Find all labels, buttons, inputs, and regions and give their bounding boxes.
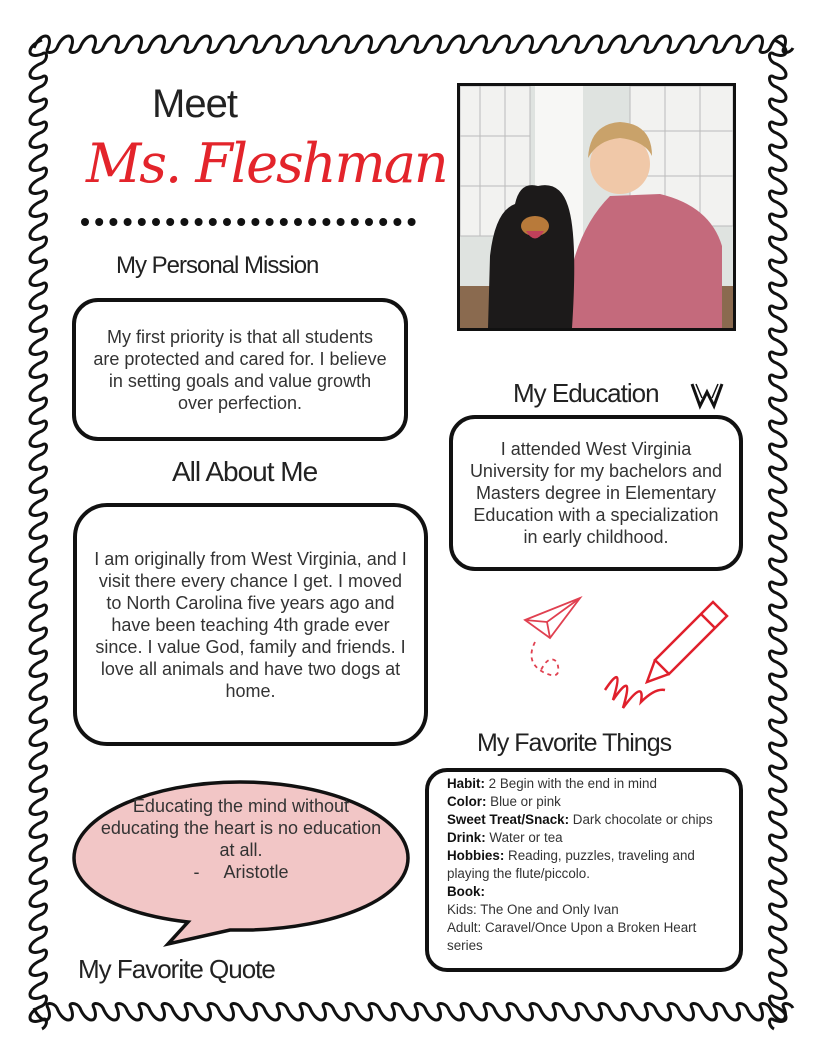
favorite-label: Color:: [447, 794, 487, 809]
education-box: [449, 415, 743, 571]
mission-text: My first priority is that all students are protected and cared for. I believe in setting goals and value growth over perfection.: [93, 326, 387, 413]
favorites-box: [425, 768, 743, 972]
pencil-icon: [605, 602, 727, 708]
favorite-label: Drink:: [447, 830, 486, 845]
quote-text-block: [96, 795, 386, 883]
favorite-value: Dark chocolate or chips: [569, 812, 713, 827]
favorite-value: Blue or pink: [486, 794, 561, 809]
education-heading: My Education: [513, 378, 659, 408]
wv-logo-icon: [690, 380, 724, 410]
favorite-item: [447, 847, 729, 883]
about-heading: All About Me: [172, 456, 318, 487]
favorite-label: Book:: [447, 884, 485, 899]
favorite-value: Water or tea: [485, 830, 563, 845]
favorite-value: Reading, puzzles, traveling and playing the flute/piccolo.: [447, 848, 695, 881]
about-text: I am originally from West Virginia, and I visit there every chance I get. I moved to North Carolina five years ago and have been teaching 4th grade ever since. I value God, family and friends. I love all animals and have two dogs at home.: [94, 548, 407, 701]
favorite-item: [447, 829, 729, 847]
favorite-label: Habit:: [447, 776, 485, 791]
book-item: Kids: The One and Only Ivan: [447, 902, 619, 917]
favorite-value: 2 Begin with the end in mind: [484, 776, 657, 791]
favorite-label: Sweet Treat/Snack:: [447, 812, 570, 827]
teacher-photo: [457, 83, 736, 331]
book-item: Adult: Caravel/Once Upon a Broken Heart series: [447, 920, 697, 953]
favorites-list: [447, 775, 729, 955]
favorite-label: Hobbies:: [447, 848, 505, 863]
favorite-item: [447, 793, 729, 811]
dotted-divider: [80, 216, 424, 228]
favorite-item: [447, 775, 729, 793]
education-text: I attended West Virginia University for my bachelors and Masters degree in Elementary Education with a specialization in early childhood.: [469, 439, 723, 547]
mission-heading: My Personal Mission: [116, 252, 319, 279]
about-box: [73, 503, 428, 746]
favorite-item: [447, 883, 729, 901]
favorites-heading: My Favorite Things: [477, 729, 672, 757]
quote-text: Educating the mind without educating the heart is no education at all.: [100, 796, 382, 860]
favorite-item: [447, 811, 729, 829]
page-title-meet: Meet: [152, 82, 237, 126]
paper-airplane-icon: [525, 598, 580, 675]
page-title-name: Ms. Fleshman: [86, 132, 447, 195]
mission-box: [72, 298, 408, 441]
quote-author: - Aristotle: [193, 862, 289, 882]
photo-of-teacher-with-dog: [460, 86, 733, 328]
paper-airplane-and-pencil-doodle: [515, 590, 735, 720]
quote-heading: My Favorite Quote: [78, 954, 275, 984]
